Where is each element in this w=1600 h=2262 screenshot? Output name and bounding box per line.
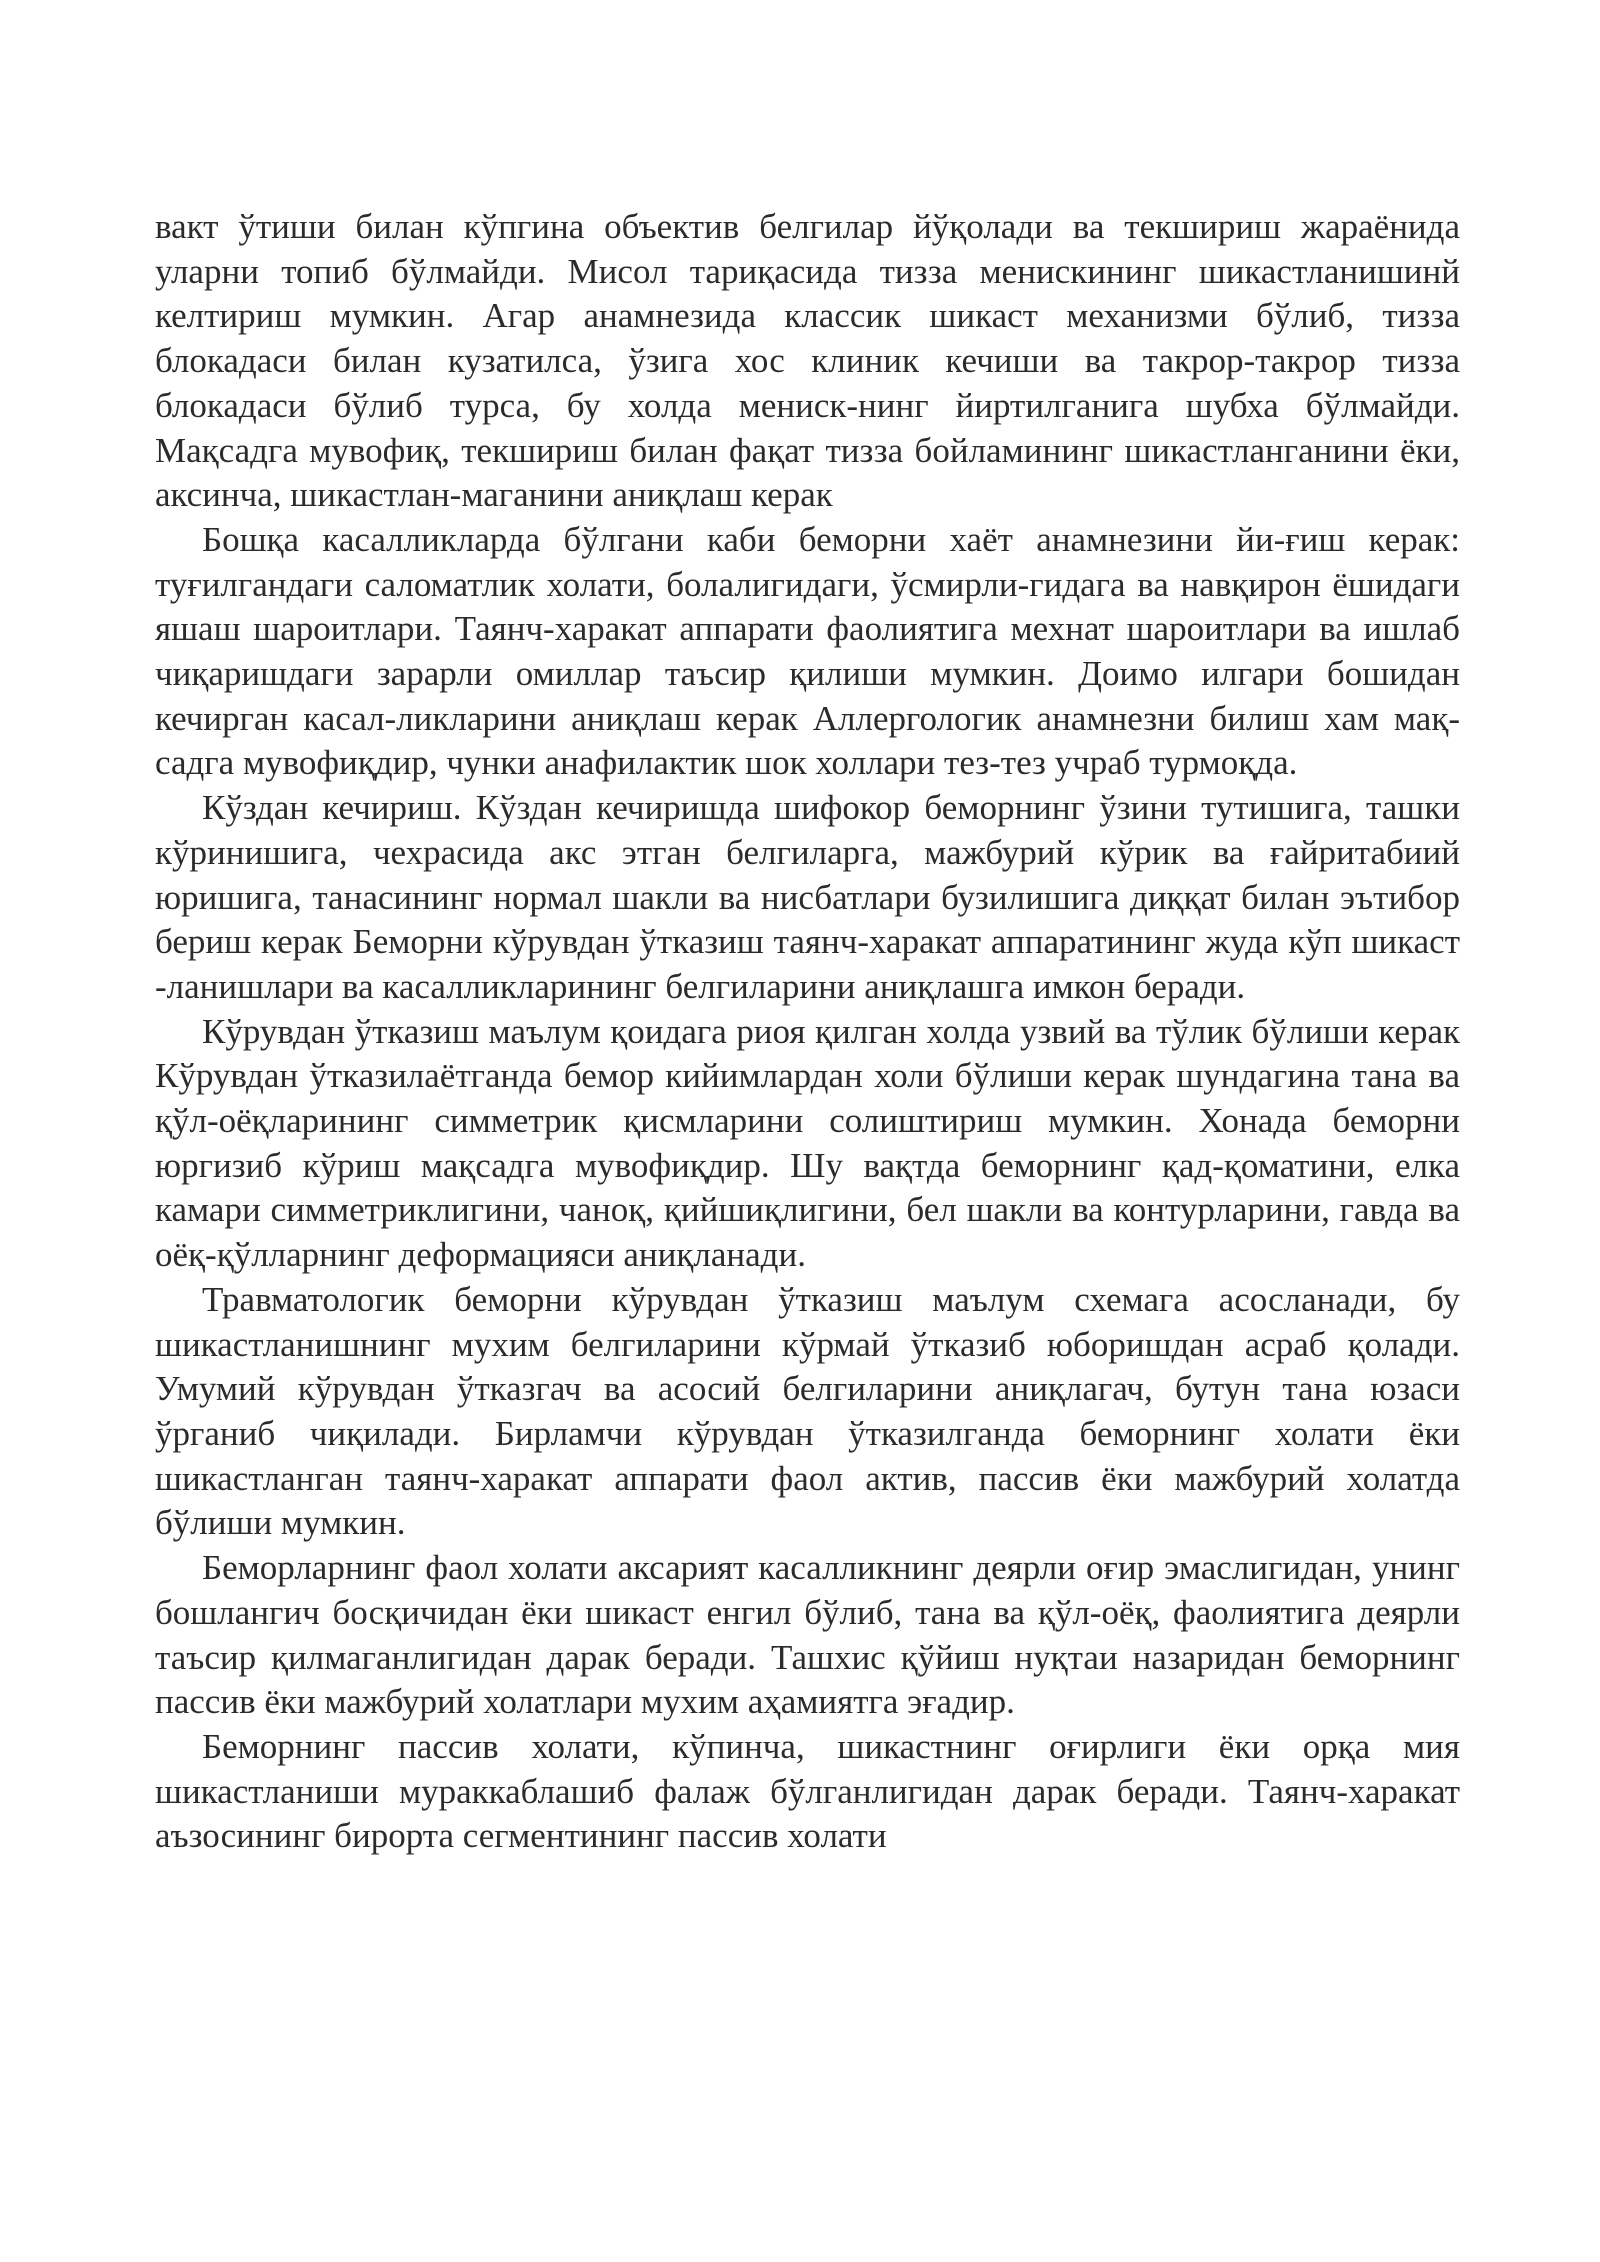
document-page — [155, 205, 1460, 1859]
paragraph: Бошқа касалликларда бўлгани каби беморни хаёт анамнезини йи-ғиш керак: туғилгандаги саломатлик холати, болалигидаги, ўсмирли-гидага ва навқирон ёшидаги яшаш шароитлари. Таянч-харакат аппарати фаолиятига мехнат шароитлари ва ишлаб чиқаришдаги зарарли омиллар таъсир қилиши мумкин. Доимо илгари бошидан кечирган касал-ликларини аниқлаш керак Аллергологик анамнезни билиш хам мақ-садга мувофиқдир, чунки анафилактик шок холлари тез-тез учраб турмоқда. — [155, 519, 1460, 783]
paragraph: Кўрувдан ўтказиш маълум қоидага риоя қилган холда узвий ва тўлик бўлиши керак Кўрувдан ўтказилаётганда бемор кийимлардан холи бўлиши керак шундагина тана ва қўл-оёқларининг симметрик қисмларини солиштириш мумкин. Хонада беморни юргизиб кўриш мақсадга мувофиқдир. Шу вақтда беморнинг қад-қоматини, елка камари симметриклигини, чаноқ, қийшиқлигини, бел шакли ва контурларини, гавда ва оёқ-қўлларнинг деформацияси аниқланади. — [155, 1011, 1460, 1275]
paragraph: Кўздан кечириш. Кўздан кечиришда шифокор беморнинг ўзини тутишига, ташки кўринишига, чехрасида акс этган белгиларга, мажбурий кўрик ва ғайритабиий юришига, танасининг нормал шакли ва нисбатлари бузилишига диққат билан эътибор бериш керак Беморни кўрувдан ўтказиш таянч-харакат аппаратининг жуда кўп шикаст -ланишлари ва касалликларининг белгиларини аниқлашга имкон беради. — [155, 788, 1460, 1006]
paragraph: Травматологик беморни кўрувдан ўтказиш маълум схемага асосланади, бу шикастланишнинг мухим белгиларини кўрмай ўтказиб юборишдан асраб қолади. Умумий кўрувдан ўтказгач ва асосий белгиларини аниқлагач, бутун тана юзаси ўрганиб чиқилади. Бирламчи кўрувдан ўтказилганда беморнинг холати ёки шикастланган таянч-харакат аппарати фаол актив, пассив ёки мажбурий холатда бўлиши мумкин. — [155, 1279, 1460, 1543]
paragraph: Беморнинг пассив холати, кўпинча, шикастнинг оғирлиги ёки орқа мия шикастланиши мураккаблашиб фалаж бўлганлигидан дарак беради. Таянч-харакат аъзосининг бирорта сегментининг пассив холати — [155, 1726, 1460, 1856]
paragraph: вакт ўтиши билан кўпгина объектив белгилар йўқолади ва текшириш жараёнида уларни топиб бўлмайди. Мисол тариқасида тизза менискининг шикастланишинй келтириш мумкин. Агар анамнезида классик шикаст механизми бўлиб, тизза блокадаси билан кузатилса, ўзига хос клиник кечиши ва такрор-такрор тизза блокадаси бўлиб турса, бу холда мениск-нинг йиртилганига шубха бўлмайди. Мақсадга мувофиқ, текшириш билан фақат тизза бойламининг шикастланганини ёки, аксинча, шикастлан-маганини аниқлаш керак — [155, 207, 1460, 515]
paragraph: Беморларнинг фаол холати аксарият касалликнинг деярли оғир эмаслигидан, унинг бошлангич босқичидан ёки шикаст енгил бўлиб, тана ва қўл-оёқ, фаолиятига деярли таъсир қилмаганлигидан дарак беради. Ташхис қўйиш нуқтаи назаридан беморнинг пассив ёки мажбурий холатлари мухим аҳамиятга эғадир. — [155, 1548, 1460, 1722]
